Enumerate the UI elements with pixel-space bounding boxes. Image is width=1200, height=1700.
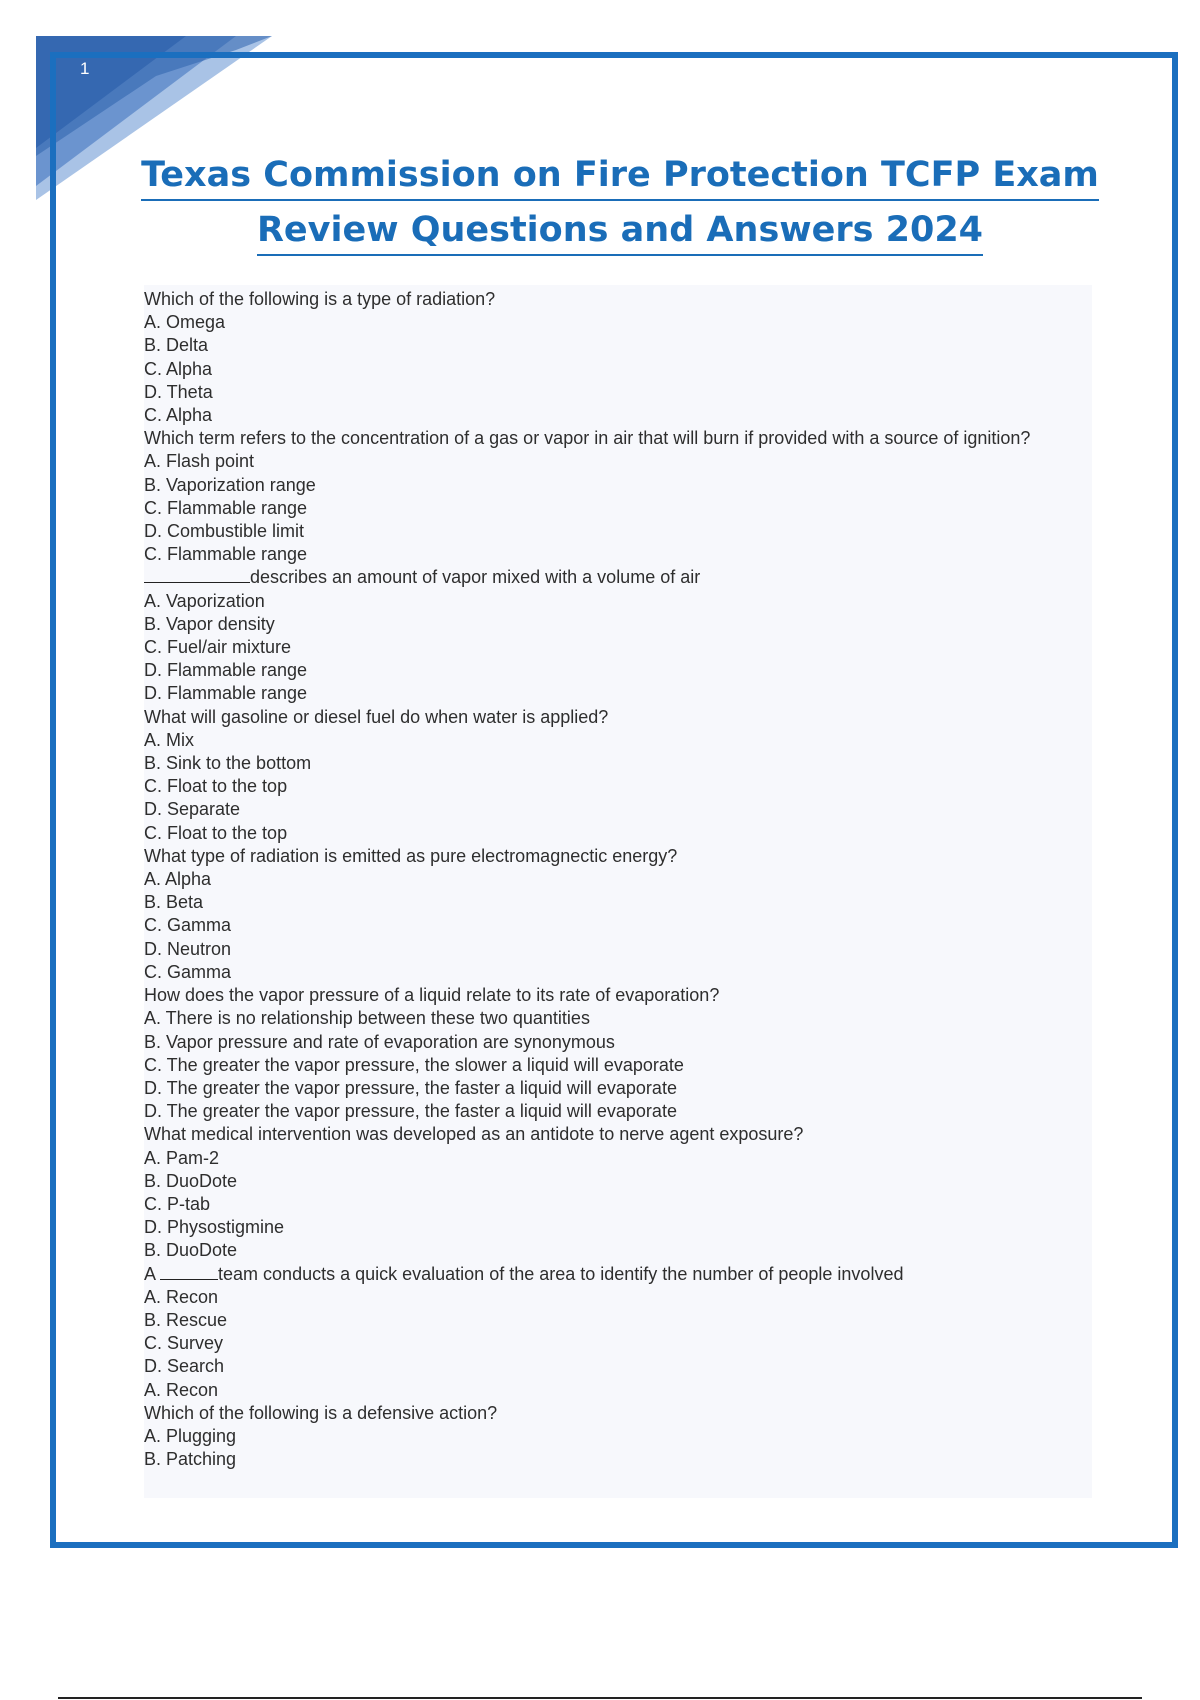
option: D. Flammable range [144, 660, 308, 681]
option: B. Rescue [144, 1309, 228, 1330]
question-list [144, 285, 1092, 1471]
option: A. Alpha [144, 869, 212, 890]
answer: C. Flammable range [144, 544, 308, 565]
option: D. Separate [144, 799, 241, 820]
option: C. The greater the vapor pressure, the slower a liquid will evaporate [144, 1054, 684, 1075]
option: A. Mix [144, 729, 195, 750]
option: C. Gamma [144, 915, 232, 936]
question-text: What will gasoline or diesel fuel do when water is applied? [144, 706, 609, 727]
option: A. Vaporization [144, 590, 265, 611]
option: D. Combustible limit [144, 521, 305, 542]
option: D. Physostigmine [144, 1217, 285, 1238]
answer: D. The greater the vapor pressure, the faster a liquid will evaporate [144, 1101, 677, 1122]
answer: C. Gamma [144, 961, 232, 982]
option: A. Pam-2 [144, 1147, 220, 1168]
answer: D. Flammable range [144, 683, 308, 704]
answer: C. Float to the top [144, 822, 288, 843]
option: C. Alpha [144, 358, 213, 379]
option: B. DuoDote [144, 1170, 238, 1191]
page-number: 1 [80, 59, 90, 78]
answer: A. Recon [144, 1379, 219, 1400]
option: C. Fuel/air mixture [144, 637, 292, 658]
option: D. Search [144, 1356, 225, 1377]
content-area [144, 285, 1092, 1498]
question-text: team conducts a quick evaluation of the area to identify the number of people involved [218, 1263, 904, 1284]
question-text: Which of the following is a type of radiation? [144, 289, 496, 309]
option: A. Omega [144, 312, 226, 333]
option: B. Vaporization range [144, 474, 316, 495]
question-prefix: A [144, 1263, 156, 1284]
option: B. Vapor density [144, 613, 275, 634]
question-text: Which of the following is a defensive action? [144, 1402, 498, 1423]
answer: B. DuoDote [144, 1240, 238, 1261]
option: C. Float to the top [144, 776, 288, 797]
option: A. Recon [144, 1286, 219, 1307]
option: C. P-tab [144, 1193, 211, 1214]
question-line [144, 1263, 1092, 1286]
fill-in-blank [144, 581, 250, 583]
question-line [144, 566, 1092, 589]
option: A. There is no relationship between these two quantities [144, 1008, 590, 1029]
option: D. The greater the vapor pressure, the faster a liquid will evaporate [144, 1077, 677, 1098]
option: C. Survey [144, 1333, 224, 1354]
option: B. Vapor pressure and rate of evaporation are synonymous [144, 1031, 615, 1052]
option: D. Theta [144, 381, 213, 402]
title-line-2: Review Questions and Answers 2024 [257, 206, 983, 256]
question-text: Which term refers to the concentration of a gas or vapor in air that will burn if provided with a source of ignition? [144, 428, 1031, 449]
bottom-rule [58, 1697, 1142, 1699]
option: C. Flammable range [144, 497, 308, 518]
option: B. Patching [144, 1449, 237, 1470]
option: D. Neutron [144, 938, 232, 959]
answer: C. Alpha [144, 405, 213, 426]
option: B. Delta [144, 335, 209, 356]
fill-in-blank [160, 1278, 218, 1280]
option: B. Sink to the bottom [144, 753, 312, 774]
question-text: What medical intervention was developed as an antidote to nerve agent exposure? [144, 1124, 804, 1145]
title-line-1: Texas Commission on Fire Protection TCFP Exam [141, 151, 1099, 201]
option: A. Flash point [144, 451, 255, 472]
question-text: What type of radiation is emitted as pure electromagnectic energy? [144, 845, 678, 866]
question-text: describes an amount of vapor mixed with a volume of air [250, 567, 701, 588]
question-text: How does the vapor pressure of a liquid relate to its rate of evaporation? [144, 985, 720, 1006]
document-title [120, 148, 1120, 258]
option: B. Beta [144, 892, 204, 913]
option: A. Plugging [144, 1425, 237, 1446]
